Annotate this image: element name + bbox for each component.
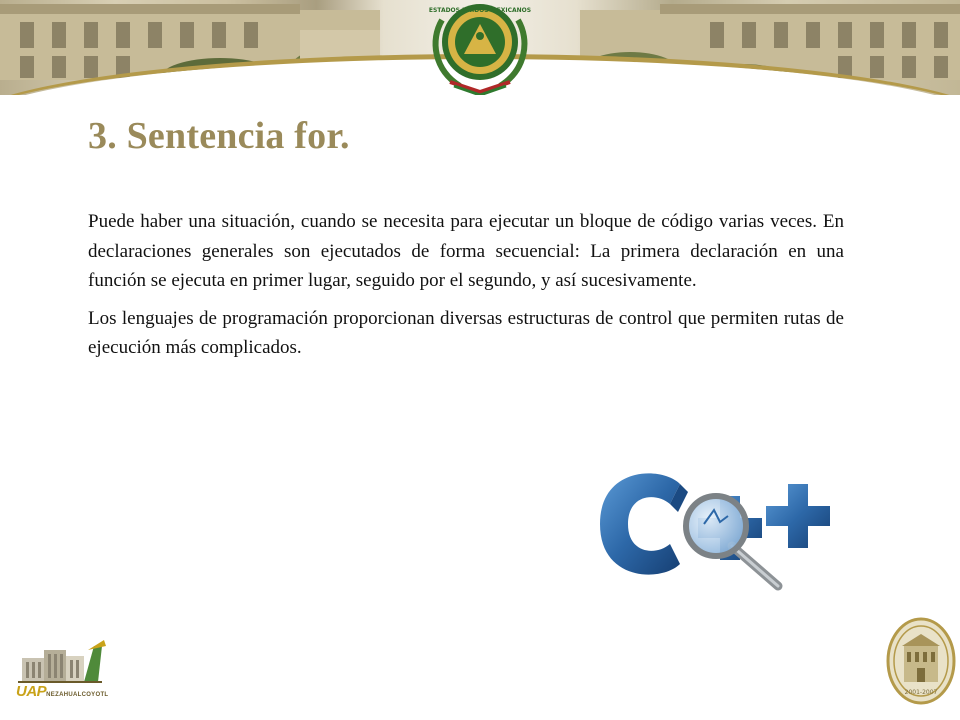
slide-body: [88, 207, 844, 371]
uap-sublabel: NEZAHUALCOYOTL: [46, 692, 109, 698]
anniversary-seal-icon: [886, 616, 956, 706]
cpp-magnifier-logo-icon: [592, 462, 852, 602]
uap-wordmark: [16, 683, 108, 701]
slide-title: 3. Sentencia for.: [88, 115, 350, 157]
body-paragraph-1: Puede haber una situación, cuando se necesita para ejecutar un bloque de código varias veces. En declaraciones generales son ejecutados de forma secuencial: La primera declaración en una función se ejecuta en primer lugar, seguido por el segundo, y así sucesivamente.: [88, 211, 844, 291]
seal-years: 2001-2007: [904, 689, 938, 696]
header-banner: [0, 0, 960, 95]
crest-text: ESTADOS UNIDOS MEXICANOS: [428, 7, 532, 14]
uap-building-logo-icon: [14, 636, 114, 684]
uap-label: UAP: [16, 683, 47, 700]
university-crest-icon: [420, 0, 540, 95]
body-paragraph-2: Los lenguajes de programación proporcionan diversas estructuras de control que permiten rutas de ejecución más complicados.: [88, 307, 844, 358]
